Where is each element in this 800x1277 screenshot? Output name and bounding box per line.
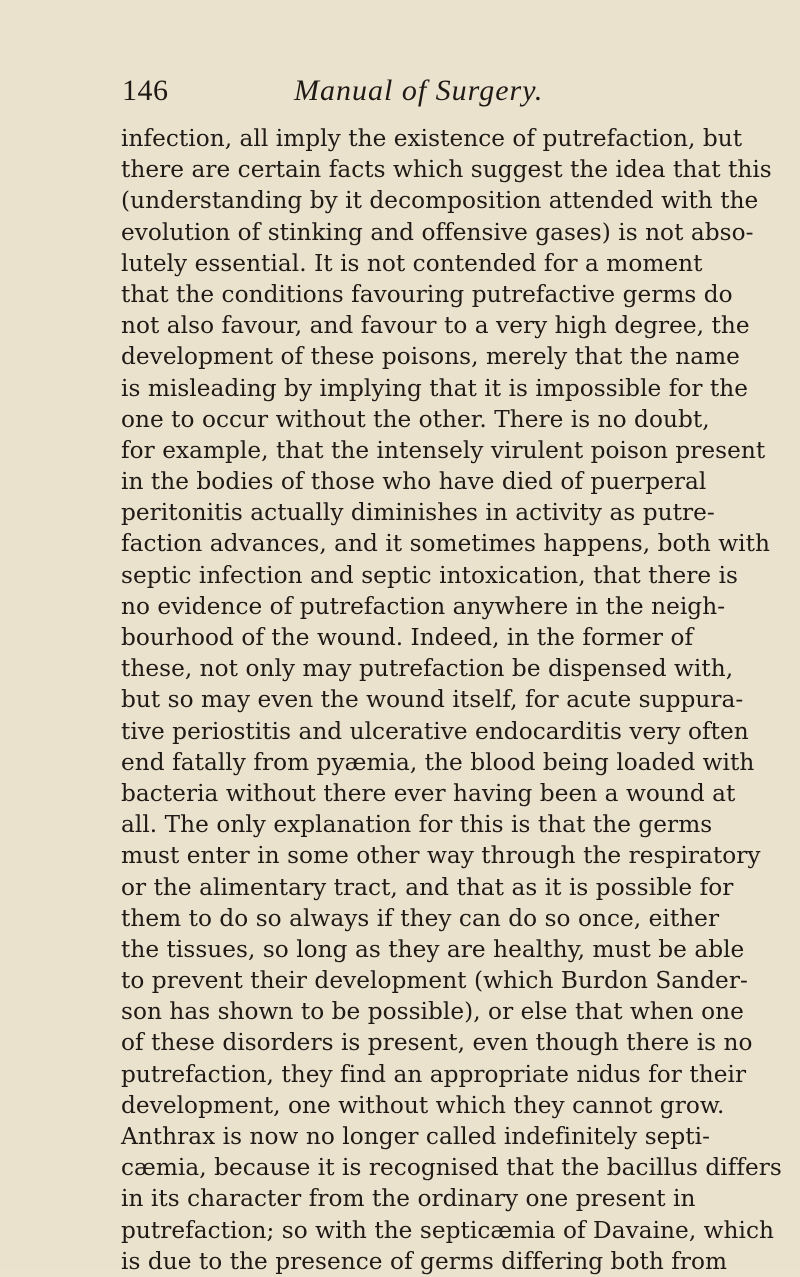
text-line: is due to the presence of germs differing both from: [121, 1247, 728, 1275]
text-line: development, one without which they cannot grow.: [121, 1091, 725, 1119]
text-line: in its character from the ordinary one present in: [121, 1185, 696, 1213]
text-line: tive periostitis and ulcerative endocarditis very often: [121, 717, 749, 745]
text-line: infection, all imply the existence of putrefaction, but: [121, 125, 743, 152]
text-line: bourhood of the wound. Indeed, in the former of: [121, 624, 694, 651]
text-line: or the alimentary tract, and that as it is possible for: [121, 873, 734, 901]
text-line: septic infection and septic intoxication, that there is: [121, 561, 739, 589]
text-line: these, not only may putrefaction be dispensed with,: [121, 655, 734, 683]
text-line: not also favour, and favour to a very high degree, the: [121, 312, 750, 340]
body-text: [121, 123, 782, 1277]
running-title: Manual of Surgery.: [294, 74, 544, 107]
text-line: Anthrax is now no longer called indefinitely septi-: [121, 1123, 711, 1150]
page-number: 146: [122, 74, 169, 107]
text-line: faction advances, and it sometimes happens, both with: [121, 530, 770, 558]
text-line: for example, that the intensely virulent poison present: [121, 436, 766, 464]
text-line: but so may even the wound itself, for acute suppura-: [121, 686, 744, 714]
text-line: in the bodies of those who have died of puerperal: [121, 468, 707, 496]
text-line: bacteria without there ever having been a wound at: [121, 779, 736, 807]
text-line: putrefaction, they find an appropriate nidus for their: [121, 1060, 747, 1088]
text-line: the tissues, so long as they are healthy, must be able: [121, 935, 745, 963]
text-line: no evidence of putrefaction anywhere in the neigh-: [121, 592, 726, 620]
text-line: (understanding by it decomposition attended with the: [121, 187, 759, 215]
page-header: [122, 74, 722, 114]
text-line: evolution of stinking and offensive gases) is not abso-: [121, 218, 754, 246]
text-line: peritonitis actually diminishes in activity as putre-: [121, 499, 715, 527]
text-line: putrefaction; so with the septicæmia of Davaine, which: [121, 1216, 775, 1244]
text-line: is misleading by implying that it is impossible for the: [121, 374, 749, 402]
text-line: of these disorders is present, even though there is no: [121, 1029, 753, 1057]
text-line: them to do so always if they can do so once, either: [121, 904, 720, 932]
text-line: to prevent their development (which Burdon Sander-: [121, 967, 748, 995]
text-line: one to occur without the other. There is no doubt,: [121, 405, 710, 433]
text-line: development of these poisons, merely that the name: [121, 343, 740, 371]
text-line: lutely essential. It is not contended for a moment: [121, 249, 703, 277]
text-line: there are certain facts which suggest the idea that this: [121, 156, 772, 184]
text-line: end fatally from pyæmia, the blood being loaded with: [121, 748, 755, 776]
text-line: cæmia, because it is recognised that the bacillus differs: [121, 1154, 782, 1182]
text-line: that the conditions favouring putrefactive germs do: [121, 280, 733, 308]
text-line: all. The only explanation for this is that the germs: [121, 811, 713, 839]
text-line: must enter in some other way through the respiratory: [121, 842, 761, 870]
text-line: son has shown to be possible), or else that when one: [121, 998, 744, 1026]
